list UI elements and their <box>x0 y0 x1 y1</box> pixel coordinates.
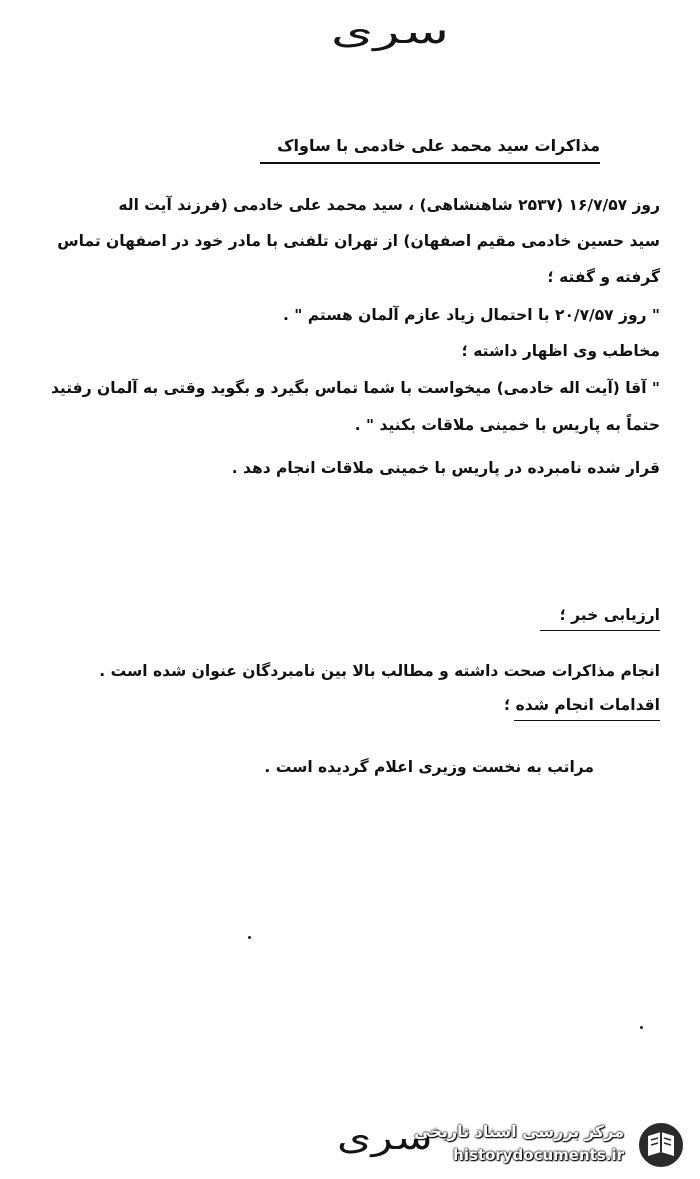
archive-book-logo-icon <box>636 1120 686 1170</box>
classification-stamp-bottom: سری <box>336 1118 433 1158</box>
actions-heading: اقدامات انجام شده ؛ <box>504 696 660 714</box>
watermark-org-name: مرکز بررسی اسناد تاریخی <box>414 1122 624 1141</box>
body-line-5: مخاطب وی اظهار داشته ؛ <box>461 342 660 360</box>
title-underline <box>260 162 600 164</box>
quote-line-3: حتماً به پاریس با خمینی ملاقات بکنید " . <box>354 416 660 434</box>
scan-speck <box>248 936 251 939</box>
body-line-3: گرفته و گفته ؛ <box>547 268 660 286</box>
classification-stamp-top: سری <box>330 12 450 52</box>
archive-watermark <box>414 1116 694 1174</box>
evaluation-heading-underline <box>540 630 660 631</box>
quote-line-2: " آقا (آیت اله خادمی) میخواست با شما تماس بگیرد و بگوید وقتی به آلمان رفتید <box>50 379 660 397</box>
document-title: مذاکرات سید محمد علی خادمی با ساواک <box>277 136 600 155</box>
evaluation-text: انجام مذاکرات صحت داشته و مطالب بالا بین نامبردگان عنوان شده است . <box>99 662 660 680</box>
quote-line-1: " روز ۲۰/۷/۵۷ با احتمال زیاد عازم آلمان هستم " . <box>282 306 660 324</box>
watermark-url: historydocuments.ir <box>453 1146 624 1164</box>
body-line-1: روز ۱۶/۷/۵۷ (۲۵۳۷ شاهنشاهی) ، سید محمد علی خادمی (فرزند آیت اله <box>118 196 660 214</box>
evaluation-heading: ارزیابی خبر ؛ <box>559 606 660 624</box>
actions-heading-underline <box>514 720 660 721</box>
scan-speck <box>640 1026 643 1029</box>
body-line-8: قرار شده نامبرده در پاریس با خمینی ملاقات انجام دهد . <box>231 459 660 477</box>
body-line-2: سید حسین خادمی مقیم اصفهان) از تهران تلفنی با مادر خود در اصفهان تماس <box>57 232 660 250</box>
actions-text: مراتب به نخست وزیری اعلام گردیده است . <box>264 758 594 776</box>
